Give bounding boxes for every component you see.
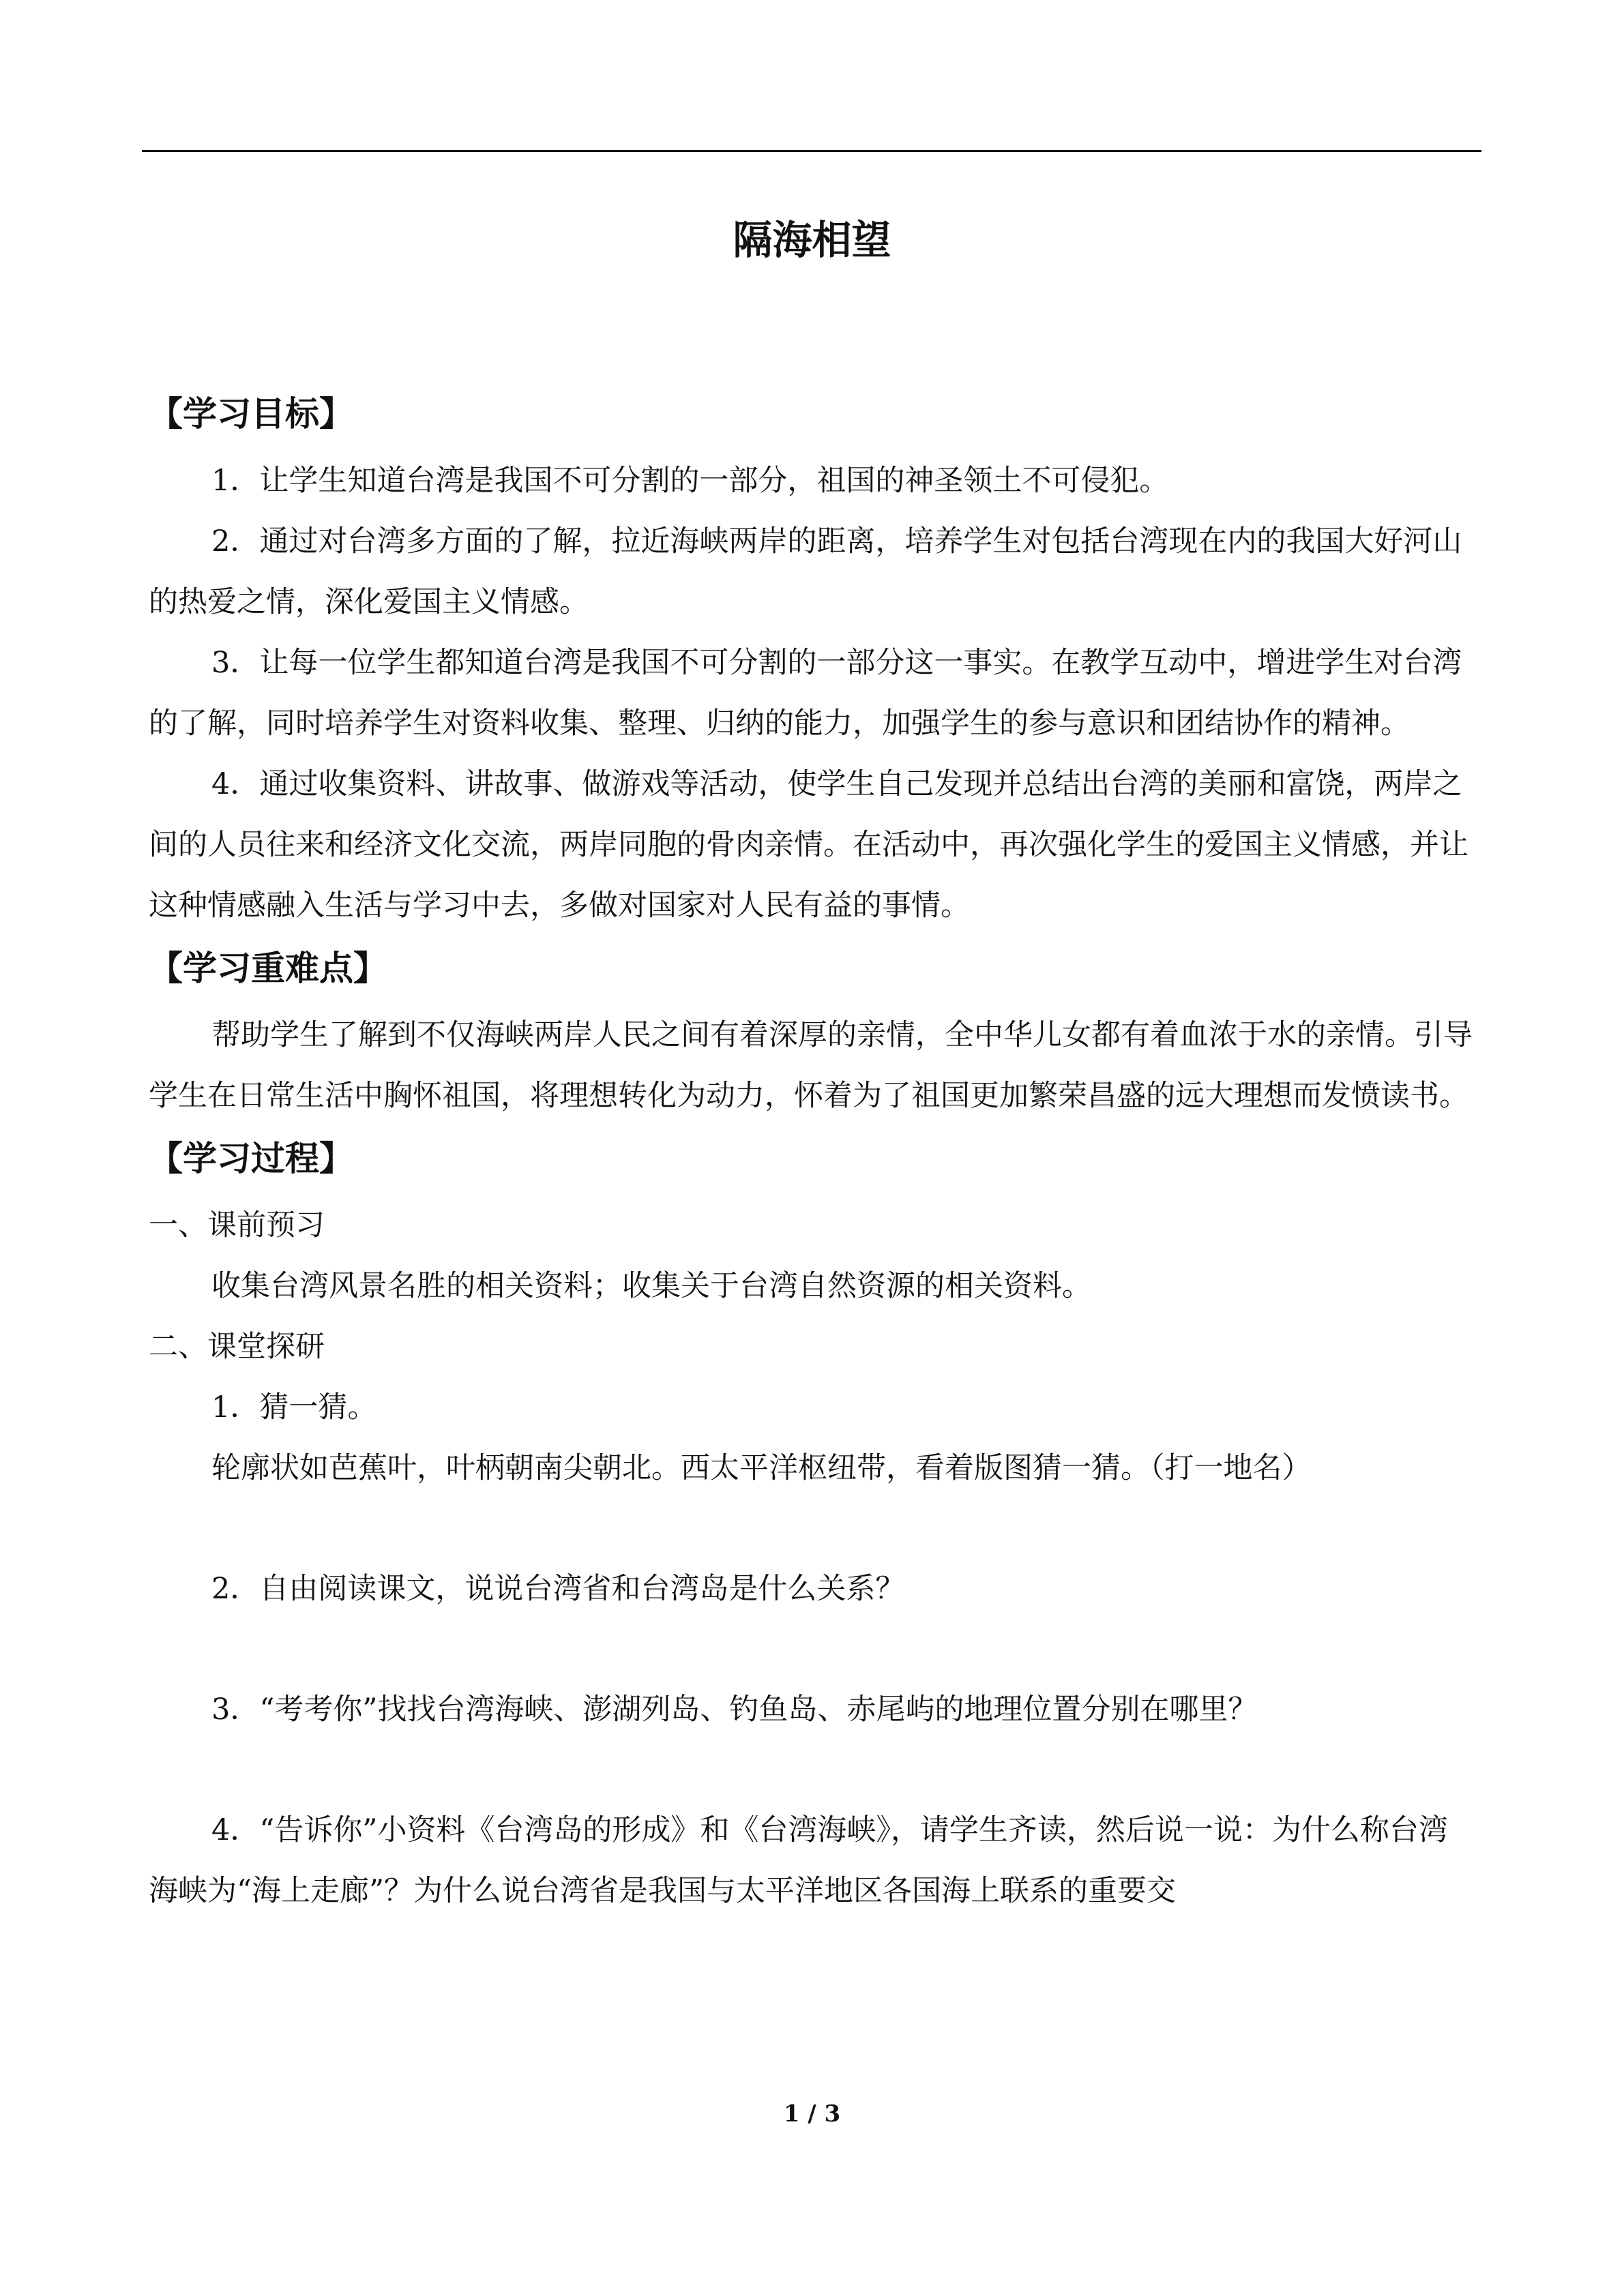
- section-heading-objectives: 【学习目标】: [149, 394, 353, 434]
- objective-item: 4．通过收集资料、讲故事、做游戏等活动，使学生自己发现并总结出台湾的美丽和富饶，两岸之间的人员往来和经济文化交流，两岸同胞的骨肉亲情。在活动中，再次强化学生的爱国主义情感，并让这种情感融入生活与学习中去，多做对国家对人民有益的事情。: [149, 767, 1468, 923]
- question-4: 4．“告诉你”小资料《台湾岛的形成》和《台湾海峡》，请学生齐读，然后说一说：为什么称台湾海峡为“海上走廊”？为什么说台湾省是我国与太平洋地区各国海上联系的重要交: [149, 1813, 1448, 1908]
- question-1-title: 1．猜一猜。: [211, 1390, 377, 1425]
- question-1-text: 轮廓状如芭蕉叶，叶柄朝南尖朝北。西太平洋枢纽带，看着版图猜一猜。（打一地名）: [211, 1451, 1312, 1485]
- objective-item: 3．让每一位学生都知道台湾是我国不可分割的一部分这一事实。在教学互动中，增进学生对台湾的了解，同时培养学生对资料收集、整理、归纳的能力，加强学生的参与意识和团结协作的精神。: [149, 646, 1462, 741]
- section-heading-process: 【学习过程】: [149, 1139, 353, 1178]
- process-part1-title: 一、课前预习: [149, 1208, 325, 1242]
- process-part1-text: 收集台湾风景名胜的相关资料；收集关于台湾自然资源的相关资料。: [211, 1269, 1091, 1303]
- objective-item: 1．让学生知道台湾是我国不可分割的一部分，祖国的神圣领土不可侵犯。: [211, 464, 1169, 498]
- objectives-list: [149, 451, 1476, 936]
- question-2: 2．自由阅读课文，说说台湾省和台湾岛是什么关系？: [211, 1572, 905, 1606]
- key-points-text: 帮助学生了解到不仅海峡两岸人民之间有着深厚的亲情，全中华儿女都有着血浓于水的亲情。引导学生在日常生活中胸怀祖国，将理想转化为动力，怀着为了祖国更加繁荣昌盛的远大理想而发愤读书。: [149, 1018, 1473, 1113]
- section-heading-key-points: 【学习重难点】: [149, 949, 387, 988]
- question-3: 3．“考考你”找找台湾海峡、澎湖列岛、钓鱼岛、赤尾屿的地理位置分别在哪里？: [211, 1693, 1258, 1727]
- objective-item: 2．通过对台湾多方面的了解，拉近海峡两岸的距离，培养学生对包括台湾现在内的我国大好河山的热爱之情，深化爱国主义情感。: [149, 524, 1462, 619]
- page-title: 隔海相望: [733, 217, 891, 263]
- document-body: [149, 382, 1476, 1922]
- header-rule: [142, 150, 1481, 152]
- page-number: 1 / 3: [783, 2100, 841, 2128]
- process-part2-title: 二、课堂探研: [149, 1330, 325, 1364]
